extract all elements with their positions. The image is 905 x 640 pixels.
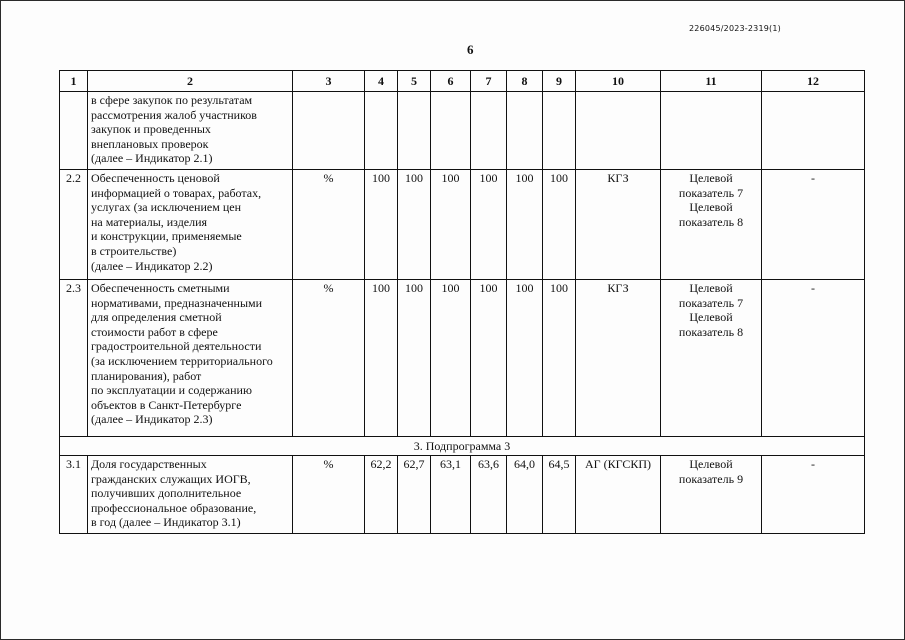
header-cell: 9 <box>543 71 576 92</box>
value-cell: 100 <box>543 170 576 280</box>
indicator-description <box>88 280 293 437</box>
target-line: показатель 7 <box>678 295 744 310</box>
desc-line: нормативами, предназначенными <box>91 295 263 310</box>
desc-line: в строительстве) <box>91 243 177 258</box>
desc-line: информацией о товарах, работах, <box>91 185 262 200</box>
target-line: Целевой <box>689 310 733 325</box>
desc-line: градостроительной деятельности <box>91 339 262 354</box>
responsible-cell: АГ (КГСКП) <box>576 456 661 534</box>
header-cell: 2 <box>88 71 293 92</box>
value-cell: 64,5 <box>543 456 576 534</box>
desc-line: объектов в Санкт-Петербурге <box>91 397 242 412</box>
responsible-cell <box>576 92 661 170</box>
unit-cell: % <box>293 456 365 534</box>
row-number: 3.1 <box>60 456 88 534</box>
header-cell: 12 <box>762 71 865 92</box>
note-cell: - <box>762 170 865 280</box>
target-line: Целевой <box>689 200 733 215</box>
indicator-description <box>88 92 293 170</box>
desc-line: закупок и проведенных <box>91 122 211 137</box>
value-cell: 63,6 <box>471 456 507 534</box>
header-cell: 1 <box>60 71 88 92</box>
desc-line: (далее – Индикатор 2.2) <box>91 258 213 273</box>
header-cell: 4 <box>365 71 398 92</box>
desc-line: и конструкции, применяемые <box>91 229 242 244</box>
desc-line: в сфере закупок по результатам <box>91 93 253 107</box>
desc-line: в год (далее – Индикатор 3.1) <box>91 515 241 530</box>
subprogram-row <box>60 437 865 456</box>
value-cell: 100 <box>543 280 576 437</box>
desc-line: гражданских служащих ИОГВ, <box>91 471 251 486</box>
target-cell <box>661 456 762 534</box>
desc-line: рассмотрения жалоб участников <box>91 107 257 122</box>
value-cell <box>365 92 398 170</box>
value-cell: 62,2 <box>365 456 398 534</box>
page-number: 6 <box>467 42 474 57</box>
target-line: Целевой <box>689 457 733 471</box>
value-cell: 100 <box>365 280 398 437</box>
value-cell: 100 <box>471 170 507 280</box>
desc-line: услугах (за исключением цен <box>91 200 241 215</box>
header-cell: 10 <box>576 71 661 92</box>
unit-cell <box>293 92 365 170</box>
target-cell <box>661 280 762 437</box>
target-line: показатель 8 <box>678 214 744 229</box>
desc-line: Обеспеченность сметными <box>91 281 230 295</box>
desc-line: получивших дополнительное <box>91 486 242 501</box>
value-cell: 100 <box>507 280 543 437</box>
unit-cell: % <box>293 280 365 437</box>
responsible-cell: КГЗ <box>576 280 661 437</box>
row-number <box>60 92 88 170</box>
subprogram-title: 3. Подпрограмма 3 <box>60 437 865 456</box>
target-line: показатель 9 <box>678 471 744 486</box>
desc-line: планирования), работ <box>91 368 202 383</box>
value-cell: 62,7 <box>398 456 431 534</box>
value-cell: 100 <box>431 280 471 437</box>
value-cell <box>543 92 576 170</box>
target-line: показатель 7 <box>678 185 744 200</box>
value-cell <box>431 92 471 170</box>
target-line: показатель 8 <box>678 324 744 339</box>
desc-line: стоимости работ в сфере <box>91 324 218 339</box>
value-cell <box>507 92 543 170</box>
header-cell: 8 <box>507 71 543 92</box>
desc-line: по эксплуатации и содержанию <box>91 383 252 398</box>
note-cell: - <box>762 280 865 437</box>
value-cell: 64,0 <box>507 456 543 534</box>
header-cell: 7 <box>471 71 507 92</box>
unit-cell: % <box>293 170 365 280</box>
value-cell: 100 <box>398 170 431 280</box>
header-cell: 11 <box>661 71 762 92</box>
value-cell: 100 <box>507 170 543 280</box>
target-cell <box>661 170 762 280</box>
value-cell <box>398 92 431 170</box>
desc-line: Обеспеченность ценовой <box>91 171 220 185</box>
indicators-table <box>59 70 865 534</box>
document-id: 226045/2023-2319(1) <box>689 24 781 33</box>
value-cell: 100 <box>365 170 398 280</box>
header-cell: 5 <box>398 71 431 92</box>
note-cell: - <box>762 456 865 534</box>
value-cell <box>471 92 507 170</box>
desc-line: Доля государственных <box>91 457 207 471</box>
desc-line: (далее – Индикатор 2.1) <box>91 151 213 166</box>
target-line: Целевой <box>689 281 733 295</box>
value-cell: 63,1 <box>431 456 471 534</box>
desc-line: внеплановых проверок <box>91 136 209 151</box>
note-cell <box>762 92 865 170</box>
table-row <box>60 170 865 280</box>
header-row <box>60 71 865 92</box>
table-row <box>60 456 865 534</box>
table-row <box>60 280 865 437</box>
desc-line: профессиональное образование, <box>91 500 257 515</box>
desc-line: на материалы, изделия <box>91 214 208 229</box>
row-number: 2.2 <box>60 170 88 280</box>
indicator-description <box>88 170 293 280</box>
desc-line: (далее – Индикатор 2.3) <box>91 412 213 427</box>
value-cell: 100 <box>471 280 507 437</box>
header-cell: 6 <box>431 71 471 92</box>
row-number: 2.3 <box>60 280 88 437</box>
desc-line: (за исключением территориального <box>91 353 273 368</box>
target-line: Целевой <box>689 171 733 185</box>
value-cell: 100 <box>398 280 431 437</box>
indicator-description <box>88 456 293 534</box>
table-row <box>60 92 865 170</box>
desc-line: для определения сметной <box>91 310 222 325</box>
target-cell <box>661 92 762 170</box>
header-cell: 3 <box>293 71 365 92</box>
responsible-cell: КГЗ <box>576 170 661 280</box>
value-cell: 100 <box>431 170 471 280</box>
